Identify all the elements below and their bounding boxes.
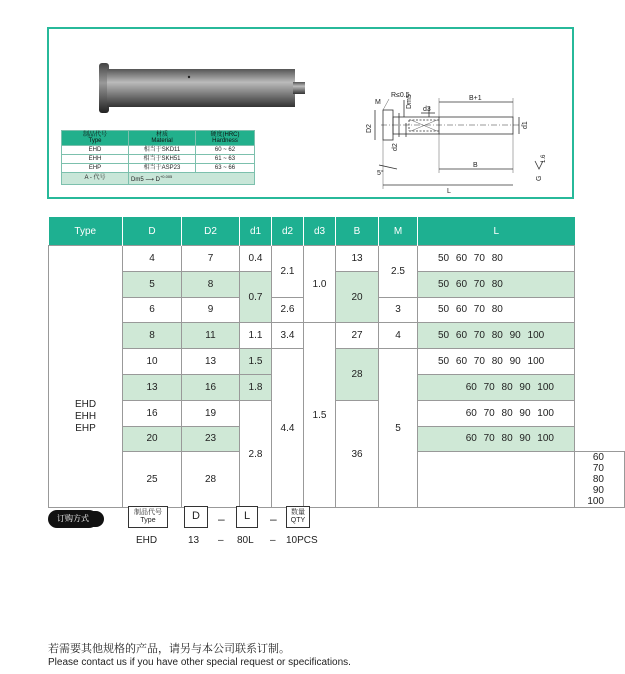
cell-D: 20 (123, 426, 182, 452)
cell-d1: 2.8 (240, 400, 272, 508)
material-name: 相当于ASP23 (129, 164, 196, 173)
order-example-qty: 10PCS (286, 535, 318, 546)
a-code-text: Dm5 ⟶ D (131, 177, 160, 183)
material-row (62, 155, 255, 164)
m-label: M (375, 99, 381, 106)
cell-L: 50 60 70 80 90 100 (418, 349, 575, 375)
header-cn: 制品代号 (82, 132, 107, 138)
cell-d1: 0.4 (240, 246, 272, 272)
table-row (49, 400, 625, 426)
cell-B: 27 (336, 323, 379, 349)
type-box-cn: 制品代号 (134, 509, 162, 516)
cell-D: 16 (123, 400, 182, 426)
material-table-header (62, 131, 255, 146)
d2-label: D2 (366, 124, 373, 133)
cell-L: 50 60 70 80 (418, 271, 575, 297)
cell-M: 3 (379, 297, 418, 323)
material-name: 相当于SKH51 (129, 155, 196, 164)
material-hardness: 63 ~ 66 (196, 164, 255, 173)
angle-label: 5° (377, 170, 384, 177)
material-type: EHH (62, 155, 129, 164)
cell-D: 4 (123, 246, 182, 272)
material-table (61, 130, 255, 185)
cell-B: 13 (336, 246, 379, 272)
spec-header-row (49, 217, 625, 246)
roughness-label: 1.6 (541, 154, 547, 163)
cell-D2: 9 (182, 297, 240, 323)
header-en: Material (151, 138, 173, 144)
material-hardness: 61 ~ 63 (196, 155, 255, 164)
table-row (49, 323, 625, 349)
header-L: L (418, 217, 575, 246)
b1-label: B+1 (469, 95, 482, 102)
technical-drawing (319, 65, 559, 197)
order-dash: – (270, 512, 277, 526)
cell-L: 60 70 80 90 100 (575, 452, 625, 508)
material-type: EHP (62, 164, 129, 173)
cell-d3: 1.5 (304, 323, 336, 508)
header-d2: d2 (272, 217, 304, 246)
order-method (48, 506, 378, 550)
cell-d2: 2.1 (272, 246, 304, 298)
cell-D2: 11 (182, 323, 240, 349)
a-code-row (62, 173, 255, 185)
cell-D2: 16 (182, 374, 240, 400)
cell-D2: 19 (182, 400, 240, 426)
cell-d1: 1.5 (240, 349, 272, 375)
header-en: Type (88, 138, 102, 144)
r-label: R≤0.5 (391, 92, 410, 99)
order-dash: – (270, 535, 276, 546)
d2-small-label: d2 (392, 143, 399, 151)
cell-L: 50 60 70 80 (418, 297, 575, 323)
header-D: D (123, 217, 182, 246)
l-box-label: L (243, 510, 251, 522)
g-label: G (536, 175, 543, 181)
table-row (49, 349, 625, 375)
type-cell (49, 246, 123, 508)
order-badge-label: 订购方式 (57, 514, 89, 523)
dm5-label: Dm5 (406, 94, 413, 109)
order-type-box (128, 506, 168, 528)
cell-B: 36 (336, 400, 379, 508)
order-example-d: 13 (188, 535, 200, 546)
material-name: 相当于SKD11 (129, 146, 196, 155)
material-row (62, 146, 255, 155)
note-cn: 若需要其他规格的产品，请另与本公司联系订制。 (48, 643, 290, 655)
product-panel (47, 27, 574, 199)
cell-D: 10 (123, 349, 182, 375)
cell-M: 4 (379, 323, 418, 349)
header-en: Hardness (212, 138, 238, 144)
order-method-badge (48, 510, 98, 528)
header-M: M (379, 217, 418, 246)
cell-d3: 1.0 (304, 246, 336, 323)
table-row (49, 246, 625, 272)
header-type: Type (49, 217, 123, 246)
type-line: EHD (74, 398, 97, 410)
material-header-type (62, 131, 129, 146)
cell-L: 50 60 70 80 (418, 246, 575, 272)
cell-d1: 1.8 (240, 374, 272, 400)
ejector-pin-photo (85, 59, 315, 117)
cell-d2: 4.4 (272, 349, 304, 508)
order-d-box (184, 506, 208, 528)
cell-D: 13 (123, 374, 182, 400)
cell-d2: 3.4 (272, 323, 304, 349)
cell-B: 20 (336, 271, 379, 323)
qty-box-en: QTY (290, 517, 306, 524)
cell-M: 5 (379, 349, 418, 508)
order-example-type: EHD (136, 535, 158, 546)
cell-d1: 0.7 (240, 271, 272, 323)
cell-D: 6 (123, 297, 182, 323)
l-label: L (447, 188, 451, 195)
cell-D2: 8 (182, 271, 240, 297)
cell-L: 60 70 80 90 100 (418, 426, 575, 452)
material-header-material (129, 131, 196, 146)
cell-D2: 28 (182, 452, 240, 508)
header-cn: 硬度(HRC) (210, 132, 240, 138)
cell-L: 60 70 80 90 100 (418, 374, 575, 400)
cell-D2: 23 (182, 426, 240, 452)
type-box-en: Type (140, 517, 156, 524)
cell-B: 28 (336, 349, 379, 401)
order-qty-box (286, 506, 310, 528)
b-label: B (473, 162, 478, 169)
cell-D: 8 (123, 323, 182, 349)
table-row (49, 271, 625, 297)
material-hardness: 60 ~ 62 (196, 146, 255, 155)
order-example-l: 80L (237, 535, 254, 546)
material-header-hardness (196, 131, 255, 146)
spec-table (48, 217, 625, 508)
header-d1: d1 (240, 217, 272, 246)
header-d3: d3 (304, 217, 336, 246)
note-en: Please contact us if you have other special request or specifications. (48, 657, 351, 668)
type-line: EHH (74, 410, 97, 422)
header-D2: D2 (182, 217, 240, 246)
order-l-box (236, 506, 258, 528)
cell-d2: 2.6 (272, 297, 304, 323)
cell-D: 5 (123, 271, 182, 297)
material-type: EHD (62, 146, 129, 155)
a-code-value (129, 173, 255, 185)
cell-D2: 13 (182, 349, 240, 375)
header-cn: 材质 (155, 132, 168, 138)
cell-L: 60 70 80 90 100 (418, 400, 575, 426)
material-row (62, 164, 255, 173)
qty-box-cn: 数量 (291, 509, 305, 516)
d1-label: d1 (522, 121, 529, 129)
order-dash: – (218, 512, 225, 526)
cell-d3 (418, 452, 575, 508)
cell-L: 50 60 70 80 90 100 (418, 323, 575, 349)
a-code-tolerance: +0.005 (159, 174, 173, 179)
header-B: B (336, 217, 379, 246)
d-box-label: D (192, 510, 200, 522)
cell-D2: 7 (182, 246, 240, 272)
cell-d1: 1.1 (240, 323, 272, 349)
a-code-label: A - 代号 (62, 173, 129, 185)
cell-D: 25 (123, 452, 182, 508)
order-dash: – (218, 535, 224, 546)
d3-label: d3 (423, 106, 431, 113)
cell-M: 2.5 (379, 246, 418, 298)
type-line: EHP (75, 422, 96, 434)
